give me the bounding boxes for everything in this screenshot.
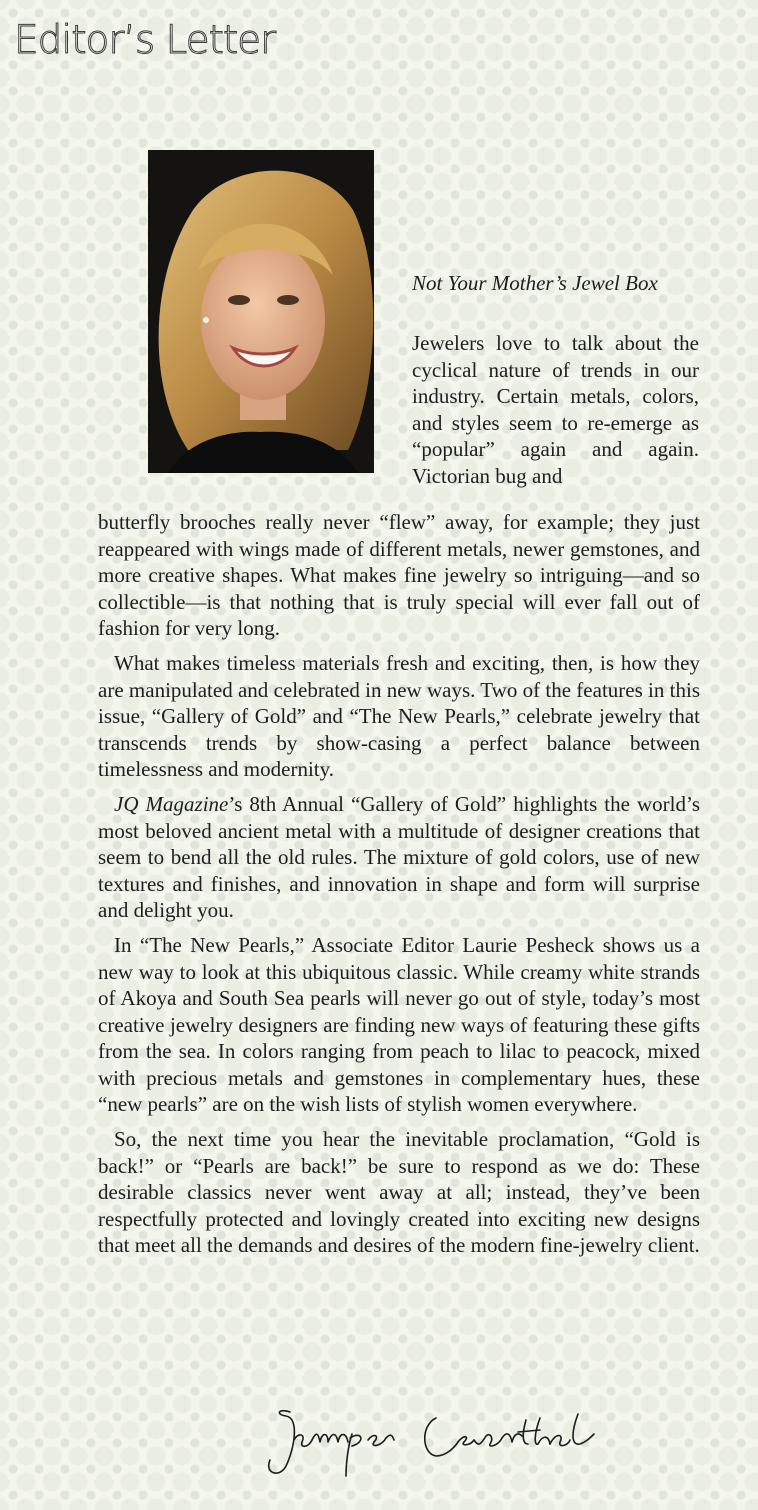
paragraph-4: In “The New Pearls,” Associate Editor Laurie Pesheck shows us a new way to look at this ubiquitous classic. While creamy white strands of Akoya and South Sea pearls will never go out of style, today’s most creative jewelry designers are finding new ways of featuring these gifts from the sea. In colors ranging from peach to lilac to peacock, mixed with precious metals and gemstones in complementary hues, these “new pearls” are on the wish lists of stylish women everywhere. [98, 932, 700, 1117]
editor-portrait [148, 150, 374, 473]
editor-signature [250, 1390, 610, 1490]
article-subtitle: Not Your Mother’s Jewel Box [412, 271, 658, 295]
paragraph-3 [98, 791, 700, 924]
article-body [98, 509, 700, 1259]
paragraph-2: What makes timeless materials fresh and exciting, then, is how they are manipulated and celebrated in new ways. Two of the features in this issue, “Gallery of Gold” and “The New Pearls,” celebrate jewelry that transcends trends by show-casing a perfect balance between timelessness and modernity. [98, 650, 700, 782]
paragraph-3-text: ’s 8th Annual “Gallery of Gold” highlights the world’s most beloved ancient metal with a multitude of designer creations that seem to bend all the old rules. The mixture of gold colors, use of new textures and finishes, and innovation in shape and form will surprise and delight you. [98, 791, 700, 923]
magazine-name: JQ Magazine [114, 791, 229, 816]
article-intro: Jewelers love to talk about the cyclical nature of trends in our industry. Certain metals, colors, and styles seem to re-emerge as “popular” again and again. Victorian bug and [412, 331, 699, 488]
page-title: Editor’s Letter [14, 18, 276, 63]
paragraph-1-continued: butterfly brooches really never “flew” away, for example; they just reappeared with wings made of different metals, newer gemstones, and more creative shapes. What makes fine jewelry so intriguing—and so collectible—is that nothing that is truly special will ever fall out of fashion for very long. [98, 510, 700, 641]
paragraph-5: So, the next time you hear the inevitable proclamation, “Gold is back!” or “Pearls are back!” be sure to respond as we do: These desirable classics never went away at all; instead, they’ve been respectfully protected and lovingly created into exciting new designs that meet all the demands and desires of the modern fine-jewelry client. [98, 1127, 700, 1258]
